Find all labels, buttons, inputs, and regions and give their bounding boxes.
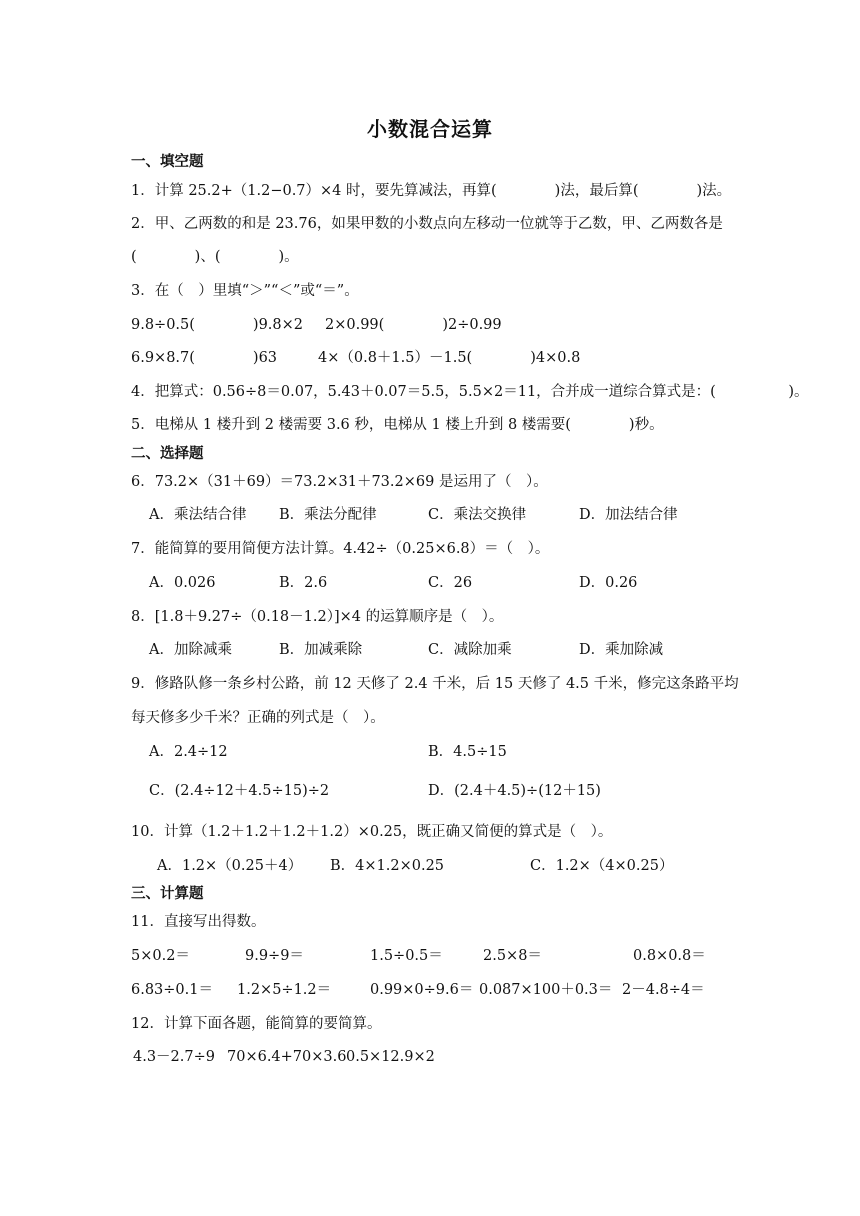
question-10: 10．计算（1.2＋1.2＋1.2＋1.2）×0.25，既正确又简便的算式是（ ）。: [131, 824, 613, 840]
q11-item-10: 2－4.8÷4＝: [622, 982, 705, 998]
q10-option-b: B．4×1.2×0.25: [330, 858, 445, 874]
q3-compare-3: 6.9×8.7( )63: [131, 350, 278, 366]
q7-option-b: B．2.6: [279, 575, 328, 591]
q10-option-a: A．1.2×（0.25＋4）: [157, 858, 303, 874]
q11-item-4: 2.5×8＝: [483, 948, 542, 964]
q7-option-d: D．0.26: [579, 575, 638, 591]
q3-compare-2: 2×0.99( )2÷0.99: [325, 317, 502, 333]
q8-option-a: A．加除减乘: [149, 642, 232, 658]
page-title: 小数混合运算: [367, 117, 493, 141]
q6-option-d: D．加法结合律: [579, 507, 678, 523]
question-1: 1．计算 25.2+（1.2−0.7）×4 时，要先算减法，再算( )法，最后算( )法。: [131, 183, 732, 199]
q11-item-2: 9.9÷9＝: [245, 948, 304, 964]
q12-item-1: 4.3－2.7÷9: [133, 1049, 215, 1065]
q11-item-6: 6.83÷0.1＝: [131, 982, 213, 998]
section-heading-fill-blank: 一、填空题: [131, 153, 204, 170]
q12-item-3: 0.5×12.9×2: [346, 1049, 435, 1065]
q9-option-c: C．(2.4÷12＋4.5÷15)÷2: [149, 783, 330, 799]
q6-option-a: A．乘法结合律: [149, 507, 247, 523]
q6-option-c: C．乘法交换律: [428, 507, 527, 523]
q9-option-a: A．2.4÷12: [149, 744, 228, 760]
q3-compare-1: 9.8÷0.5( )9.8×2: [131, 317, 304, 333]
q11-item-1: 5×0.2＝: [131, 948, 190, 964]
question-2-line-2: ( )、( )。: [131, 249, 299, 265]
question-7: 7．能简算的要用简便方法计算。4.42÷（0.25×6.8）＝（ ）。: [131, 541, 550, 557]
q9-option-d: D．(2.4＋4.5)÷(12＋15): [428, 783, 601, 799]
question-8: 8．[1.8＋9.27÷（0.18－1.2）]×4 的运算顺序是（ ）。: [131, 609, 504, 625]
q7-option-c: C．26: [428, 575, 473, 591]
q6-option-b: B．乘法分配律: [279, 507, 377, 523]
question-11: 11．直接写出得数。: [131, 914, 266, 930]
q3-compare-4: 4×（0.8＋1.5）－1.5( )4×0.8: [318, 350, 581, 366]
section-heading-calculation: 三、计算题: [131, 885, 204, 902]
q8-option-c: C．减除加乘: [428, 642, 512, 658]
q11-item-7: 1.2×5÷1.2＝: [237, 982, 332, 998]
q11-item-5: 0.8×0.8＝: [633, 948, 706, 964]
question-6: 6．73.2×（31＋69）＝73.2×31＋73.2×69 是运用了（ ）。: [131, 474, 548, 490]
question-5: 5．电梯从 1 楼升到 2 楼需要 3.6 秒，电梯从 1 楼上升到 8 楼需要( )秒。: [131, 417, 664, 433]
q11-item-3: 1.5÷0.5＝: [370, 948, 443, 964]
question-9-line-2: 每天修多少千米？正确的列式是（ ）。: [131, 710, 385, 726]
q8-option-b: B．加减乘除: [279, 642, 363, 658]
question-2-line-1: 2．甲、乙两数的和是 23.76，如果甲数的小数点向左移动一位就等于乙数，甲、乙两数各是: [131, 216, 723, 232]
question-9-line-1: 9．修路队修一条乡村公路，前 12 天修了 2.4 千米，后 15 天修了 4.5 千米，修完这条路平均: [131, 676, 739, 692]
q9-option-b: B．4.5÷15: [428, 744, 507, 760]
q10-option-c: C．1.2×（4×0.25）: [530, 858, 674, 874]
question-12: 12．计算下面各题，能简算的要简算。: [131, 1016, 382, 1032]
section-heading-multiple-choice: 二、选择题: [131, 445, 204, 462]
q12-item-2: 70×6.4+70×3.6: [227, 1049, 347, 1065]
q11-item-8: 0.99×0÷9.6＝: [370, 982, 474, 998]
q7-option-a: A．0.026: [149, 575, 216, 591]
question-4: 4．把算式：0.56÷8＝0.07，5.43＋0.07＝5.5，5.5×2＝11，合并成一道综合算式是：( )。: [131, 384, 809, 400]
q11-item-9: 0.087×100＋0.3＝: [479, 982, 613, 998]
question-3: 3．在（ ）里填“＞”“＜”或“＝”。: [131, 283, 359, 299]
q8-option-d: D．乘加除减: [579, 642, 664, 658]
